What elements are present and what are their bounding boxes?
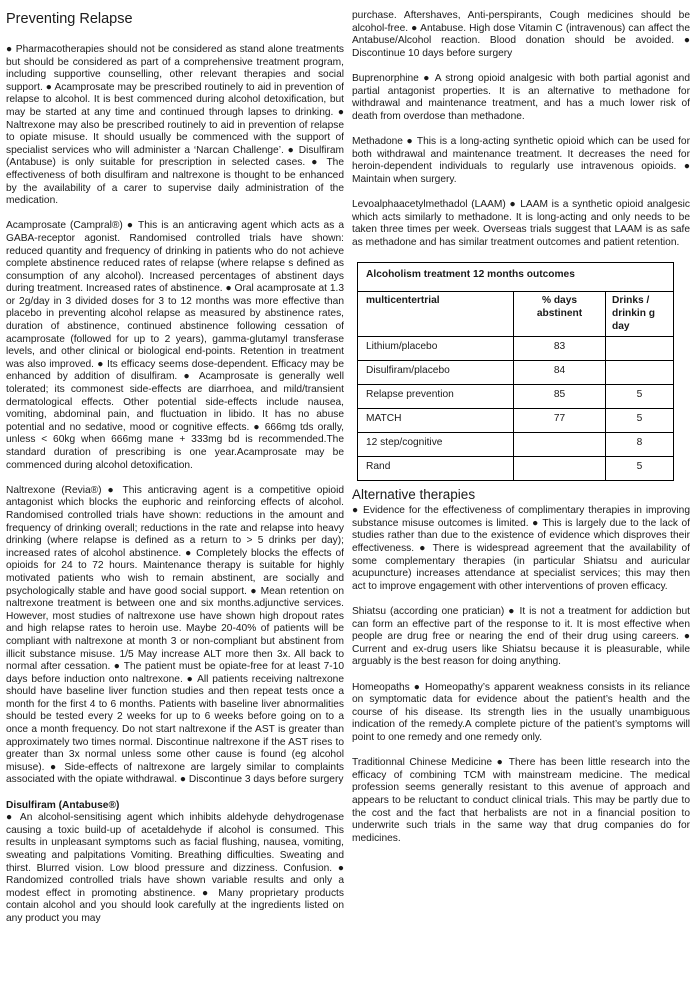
table-cell: 5: [606, 409, 674, 433]
table-cell: Disulfiram/placebo: [358, 361, 514, 385]
table-row: [358, 361, 674, 385]
paragraph-naltrexone: Naltrexone (Revia®) ● This anticraving agent is a competitive opioid antagonist which blocks the euphoric and reinforcing effects of alcohol. Randomised controlled trials have shown: reductions in the amount and frequency of drinking overall; reductions in the rate and relapse into heavy drinking (where relapse is defined as a return to > 5 drinks per day); increased rates of alcohol abstinence. ● Completely blocks the effects of opioids for 24 to 72 hours. Maintenance therapy is suitable for highly motivated patients who wish to remain abstinent, are socially and psychologically stable and have good social support. ● Mean retention on naltrexone treatment is between one and six months.adjunctive services. However, most studies of naltrexone use have shown high dropout rates and high relapse rates to heroin use. Maybe 20-40% of patients will be compliant with naltrexone at month 3 or non-compliant but abstinent from illicit substance misuse. 1/5 May increase ALT more then 3x. All back to normal after cessation. ● The patient must be opiate-free for at least 7-10 days before induction onto naltrexone. ● All patients receiving naltrexone should have baseline liver function studies and then repeat tests once a month for the first 4 to 6 months. Patients with baseline liver abnormalities should be tested every 2 weeks for up to 6 weeks before going on to a once a month frequency. Do not start naltrexone if the AST is greater than approximately two times normal. Discontinue naltrexone if the AST rises to greater than 3x normal unless some other cause is found (eg alcohol misuse). ● Side-effects of naltrexone are largely similar to complaints associated with the opiate withdrawal. ● Discontinue 3 days before surgery: [6, 484, 344, 786]
table-cell: [514, 457, 606, 481]
table-header-abstinent: % days abstinent: [514, 292, 606, 337]
table-cell: Lithium/placebo: [358, 337, 514, 361]
table-row: [358, 457, 674, 481]
table-cell: 12 step/cognitive: [358, 433, 514, 457]
paragraph-disulfiram: ● An alcohol-sensitising agent which inhibits aldehyde dehydrogenase causing a toxic build-up of acetaldehyde if alcohol is consumed. This results in unpleasant symptoms such as facial flushing, nausea, vomiting, sweating and palpitations Vomiting. Breathing difficulties. Sweating and thirst. Blurred vision. Low blood pressure and dizziness. Confusion. ● Randomized controlled trials have shown variable results and only a modest effect in promoting abstinence. ● Many proprietary products contain alcohol and you should look carefully at the ingredients listed on any product you may: [6, 812, 344, 924]
right-column: [352, 10, 690, 845]
paragraph-shiatsu: Shiatsu (according one pratician) ● It is not a treatment for addiction but can form an effective part of the response to it. It is most effective when people are drug free or nearing the end of their drug using careers. ● Current and ex-drug users like Shiatsu because it is pleasurable, while arguably is the best reason for doing anything.: [352, 606, 690, 668]
paragraph-methadone: Methadone ● This is a long-acting synthetic opioid which can be used for both withdrawal and maintenance treatment. It decreases the need for heroin-dependent individuals to regularly use intravenous opioids. ● Maintain when surgery.: [352, 135, 690, 185]
table-cell: 5: [606, 385, 674, 409]
heading-alternative-therapies: Alternative therapies: [352, 487, 476, 503]
paragraph-pharmacotherapies: ● Pharmacotherapies should not be considered as stand alone treatments but should be considered as part of a comprehensive treatment program, including supportive counselling, other relevant therapies and social support. ● Acamprosate may be prescribed routinely to aid in prevention of relapse to alcohol. It is best commenced during alcohol detoxification, but may be started at any time and continued through lapses to drinking. ● Naltrexone may also be prescribed routinely to aid in prevention of relapse to opiate misuse. It should usually be commenced with the support of specialist services who will administer a ‘Narcan Challenge’. ● Disulfiram (Antabuse) is only suitable for prescription in selected cases. ● The effectiveness of both disulfiram and naltrexone is thought to be enhanced by the availability of a carer to supervise daily administration of the medication.: [6, 44, 344, 207]
table-cell: 5: [606, 457, 674, 481]
table-cell: 85: [514, 385, 606, 409]
paragraph-alternative-therapies: ● Evidence for the effectiveness of complimentary therapies in improving substance misuse outcomes is limited. ● This is largely due to the lack of studies rather than due to the existence of evidence which disproves their effectiveness. ● There is widespread agreement that the availability of some complementary therapies (in particular Shiatsu and auricular acupuncture) increases attendance at specialist services; this may then act to improve engagement with other interventions of proven efficacy.: [352, 505, 690, 592]
paragraph-tcm: Traditionnal Chinese Medicine ● There has been little research into the efficacy of combining TCM with mainstream medicine. The medical profession seems generally resistant to this avenue of approach and appears to be reluctant to conduct clinical trials. This may be partly due to the cost and the fact that herbalists are not in a financial position to underwrite such trials in the same way that drug companies do for medicines.: [352, 757, 690, 844]
table-cell: MATCH: [358, 409, 514, 433]
table-row: [358, 337, 674, 361]
table-header-row: [358, 292, 674, 337]
table-cell: 84: [514, 361, 606, 385]
paragraph-buprenorphine: Buprenorphine ● A strong opioid analgesic with both partial agonist and partial antagonist properties. It is an alternative to methadone for withdrawal and maintenance treatment, and has a much lower risk of death from overdose than methadone.: [352, 72, 690, 122]
paragraph-disulfiram-continued: purchase. Aftershaves, Anti-perspirants, Cough medicines should be alcohol-free. ● Antabuse. High dose Vitamin C (intravenous) can affect the Antabuse/Alcohol reaction. Blood donation should be avoided. ● Discontinue 10 days before surgery: [352, 10, 690, 59]
paragraph-acamprosate: Acamprosate (Campral®) ● This is an anticraving agent which acts as a GABA-receptor agonist. Randomised controlled trials have shown: reduced quantity and frequency of drinking in patients who do not achieve complete abstinence reduced rates of relapse (where relapse s defined as consumption of any alcohol). Increased percentages of abstinent days during treatment. Increased rates of abstinence. ● Oral acamprosate at 1.3 or 2g/day in 3 divided doses for 3 to 12 months was more effective than placebo in preventing alcohol relapse as measured by abstinence rates, duration of abstinence, continued abstinence following cessation of acamprosate (followed for up to 2 years), gamma-glutamyl transferase levels, and other clinical or biological end-points. Retention in treatment was also improved. ● Its efficacy seems dose-dependent. Efficacy may be enhanced by addition of disulfiram. ● Acamprosate is generally well tolerated; its commonest side-effects are diarrhoea, and mild/transient dermatological effects. Other potential side-effects include nausea, vomiting, abdominal pain, and fluctuation in libido. It has no abuse potential and no sedative, mood or cognitive effects. ● 666mg tds orally, unless < 60kg when 666mg mane + 333mg bd is recommended.The standard duration of prescribing is one year.Acamprosate may be commenced during alcohol detoxification.: [6, 220, 344, 471]
table-cell: Rand: [358, 457, 514, 481]
table-cell: 8: [606, 433, 674, 457]
table-cell: 83: [514, 337, 606, 361]
table-cell: Relapse prevention: [358, 385, 514, 409]
table-header-trial: multicentertrial: [358, 292, 514, 337]
left-column: [6, 0, 344, 926]
page-title: Preventing Relapse: [6, 11, 133, 27]
table-cell: [606, 361, 674, 385]
heading-disulfiram: Disulfiram (Antabuse®): [6, 799, 120, 811]
table-row: [358, 409, 674, 433]
table-header-drinks: Drinks / drinkin g day: [606, 292, 674, 337]
paragraph-homeopaths: Homeopaths ● Homeopathy’s apparent weakness consists in its reliance on symptomatic data for evidence about the patient’s health and the course of his disease. Its strength lies in the usually unambiguous indication of the remedy.A complete picture of the patient’s symptoms will point to one remedy and one remedy only.: [352, 681, 690, 743]
outcomes-table: [357, 262, 674, 481]
paragraph-laam: Levoalphaacetylmethadol (LAAM) ● LAAM is a synthetic opioid analgesic which acts similarly to methadone. It is long-acting and only needs to be taken three times per week. Overseas trials suggest that LAAM is as safe as methadone and has similar treatment outcomes and patient retention.: [352, 198, 690, 248]
table-cell: [514, 433, 606, 457]
table-cell: 77: [514, 409, 606, 433]
table-row: [358, 433, 674, 457]
table-title: Alcoholism treatment 12 months outcomes: [358, 262, 674, 292]
table-cell: [606, 337, 674, 361]
table-row: [358, 385, 674, 409]
